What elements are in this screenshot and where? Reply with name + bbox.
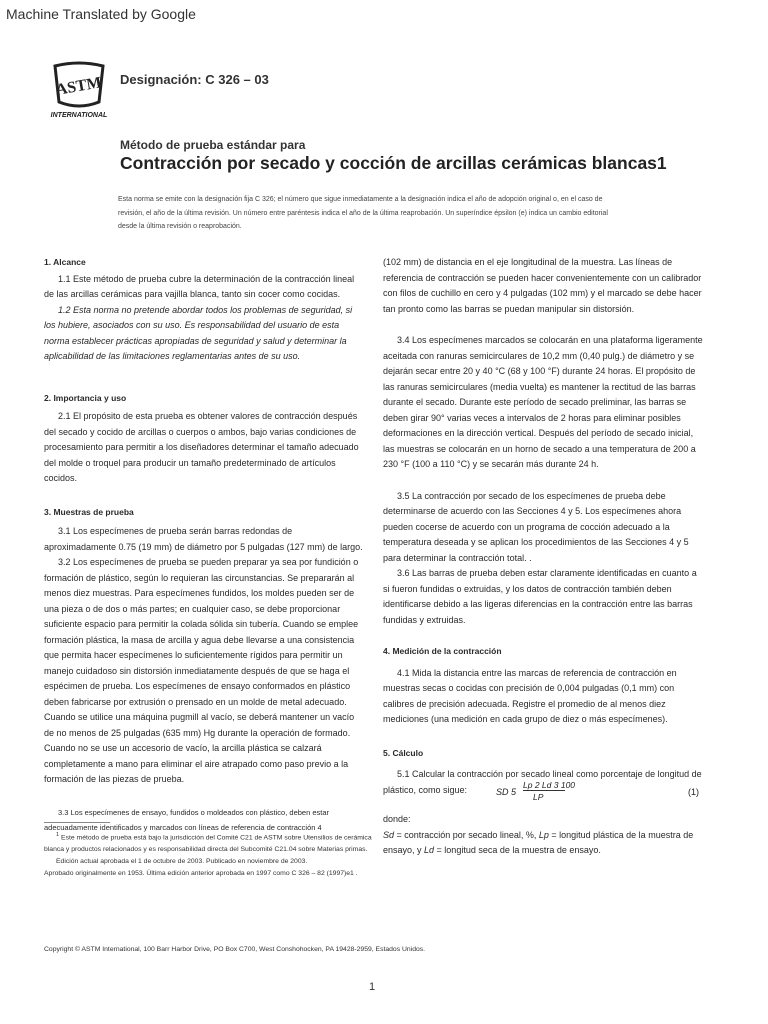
astm-logo-subtext: INTERNATIONAL	[50, 112, 108, 119]
section-2-heading: 2. Importancia y uso	[44, 392, 127, 403]
section-3-1: 3.1 Los especímenes de prueba serán barras redondas de aproximadamente 0.75 (19 mm) de diámetro por 5 pulgadas (127 mm) de largo.	[44, 526, 363, 552]
section-3-3-continued: (102 mm) de distancia en el eje longitudinal de la muestra. Las líneas de referencia de contracción se pueden hacer convenientemente con un calibrador con filos de cuchillo en cero y 4 pulgadas (102 mm) y el marcado se debe hacer tan pronto como las barras se puedan manipular sin distorsión.	[383, 257, 702, 314]
designation: Designación: C 326 – 03	[120, 72, 269, 87]
equation-lhs: SD 5	[496, 787, 517, 797]
astm-logo-text: ASTM	[54, 74, 103, 99]
where-label: donde:	[383, 814, 411, 824]
section-4-1: 4.1 Mida la distancia entre las marcas de referencia de contracción en muestras secas o cocidas con precisión de 0,004 pulgadas (0,1 mm) con calibres de precisión adecuada. Registre el promedio de al menos diez mediciones (una medición en cada grupo de diez o más especímenes).	[383, 667, 677, 724]
page-number: 1	[369, 981, 376, 993]
section-3-2: 3.2 Los especímenes de prueba se pueden preparar ya sea por fundición o formación de plástico, según lo requieran las circunstancias. Se prepararán al menos diez muestras. Para especímenes fundidos, los moldes pueden ser de una pieza o de dos o más partes; en cualquier caso, se debe proporcionar suficiente espacio para permitir la colada sólida sin tubería. Cuando se emplee formación plástica, la masa de arcilla y agua debe llevarse a una consistencia que permita hacer especímenes lo suficientemente rígidos para permitir un manejo cuidadoso sin distorsión inmediatamente después de que se haga el espécimen de prueba. Los especímenes de ensayo conformados en plástico deben fabricarse por extrusión o prensado en un molde de metal adecuado. Cuando se utilice una máquina pugmill al vacío, se deberá mantener un vacío de no menos de 25 pulgadas (635 mm) Hg durante la operación de formado. Cuando no se use un accesorio de vacío, la arcilla plástica se calzará completamente a mano para eliminar el aire atrapado como paso previo a la formación de las piezas de prueba.	[44, 557, 359, 784]
equation-1	[383, 780, 705, 806]
section-1-heading: 1. Alcance	[44, 257, 86, 267]
copyright: Copyright © ASTM International, 100 Barr Harbor Drive, PO Box C700, West Conshohocken, PA 19428-2959, Estados Unidos.	[44, 946, 426, 953]
section-1-1: 1.1 Este método de prueba cubre la determinación de la contracción lineal de las arcillas cerámicas para vajilla blanca, tanto sin cocer como cocidas.	[44, 273, 355, 299]
equation-numerator: Lp 2 Ld 3 100	[523, 780, 576, 790]
section-3-5: 3.5 La contracción por secado de los especímenes de prueba debe determinarse de acuerdo con las Secciones 4 y 5. Los especímenes ahora pueden cocerse de acuerdo con un programa de cocción adecuado a la temperatura deseada y se aplican los procedimientos de las Secciones 4 y 5 para determinar la contracción total. .	[383, 490, 689, 563]
section-3-heading: 3. Muestras de prueba	[44, 506, 134, 517]
right-column	[383, 255, 705, 798]
equation-times: 3 100	[553, 780, 576, 790]
footnote-2: Edición actual aprobada el 1 de octubre de 2003. Publicado en noviembre de 2003.	[56, 858, 308, 866]
footnotes	[44, 830, 374, 879]
footnote-3: Aprobado originalmente en 1953. Última edición anterior aprobada en 1997 como C 326 – 82 (1997)e1 .	[44, 869, 358, 877]
issuance-note: Esta norma se emite con la designación fija C 326; el número que sigue inmediatamente a la designación indica el año de adopción original o, en el caso de revisión, el año de la última revisión. Un número entre paréntesis indica el año de la última reaprobación. Un superíndice épsilon (e) indica un cambio editorial desde la última revisión o reaprobación.	[118, 196, 608, 230]
footnote-rule	[44, 822, 110, 823]
astm-logo	[47, 58, 111, 120]
variable-definitions: Sd = contracción por secado lineal, %, Lp = longitud plástica de la muestra de ensayo, y Ld = longitud seca de la muestra de ensayo.	[383, 829, 694, 855]
section-5-1: 5.1 Calcular la contracción por secado lineal como porcentaje de longitud de plástico, como sigue:	[383, 769, 702, 795]
left-column	[44, 255, 366, 836]
section-2-1: 2.1 El propósito de esta prueba es obtener valores de contracción después del secado y cocido de arcillas o cuerpos o ambos, bajo varias condiciones de procesamiento para permitir a los diseñadores determinar el tamaño adecuado del molde o troquel para producir un tamaño predeterminado de artículos cocidos.	[44, 411, 359, 483]
equation-definitions	[383, 812, 705, 859]
section-4-heading: 4. Medición de la contracción	[383, 646, 502, 656]
document-title: Contracción por secado y cocción de arcillas cerámicas blancas1	[120, 153, 667, 173]
section-3-4: 3.4 Los especímenes marcados se colocarán en una plataforma ligeramente aceitada con ranuras semicirculares de 10,2 mm (0,40 pulg.) de diámetro y se dejarán secar entre 20 y 40 °C (68 y 100 °F) durante 24 horas. El propósito de las ranuras semicirculares (media vuelta) es mantener la rectitud de las barras durante el secado. Durante este período de secado preliminar, las barras se deben girar 90° varias veces a intervalos de 2 horas para eliminar posibles deformaciones en la dirección vertical. Después del período de secado inicial, las muestras se colocarán en un horno de secado a una temperatura de 200 a 230 °F (100 a 110 °C) y se secarán más durante 24 h.	[383, 335, 703, 469]
section-1-2: 1.2 Esta norma no pretende abordar todos los problemas de seguridad, si los hubiere, asociados con su uso. Es responsabilidad del usuario de esta norma establecer prácticas apropiadas de seguridad y salud y determinar la aplicabilidad de las limitaciones reglamentarias antes de su uso.	[44, 304, 353, 361]
machine-translated-banner: Machine Translated by Google	[6, 6, 196, 22]
document-subtitle: Método de prueba estándar para	[120, 138, 306, 152]
equation-denominator: LP	[533, 792, 544, 802]
equation-fraction-bar	[523, 790, 565, 791]
footnote-1: $^1$ Este método de prueba está bajo la jurisdicción del Comité C21 de ASTM sobre Utensilios de cerámica blanca y productos relacionados y es responsabilidad directa del Subcomité C21.04 sobre Materias primas.	[44, 832, 372, 853]
equation-number: (1)	[688, 787, 699, 797]
section-5-heading: 5. Cálculo	[383, 747, 424, 758]
section-3-6: 3.6 Las barras de prueba deben estar claramente identificadas en cuanto a si fueron fundidas o extruidas, y los datos de contracción también deben identificarse debido a las ligeras diferencias en la contracción entre las barras fundidas y extruidas.	[383, 568, 697, 625]
section-3-3: 3.3 Los especímenes de ensayo, fundidos o moldeados con plástico, deben estar adecuadamente identificados y marcados con líneas de referencia de contracción 4	[44, 807, 330, 832]
